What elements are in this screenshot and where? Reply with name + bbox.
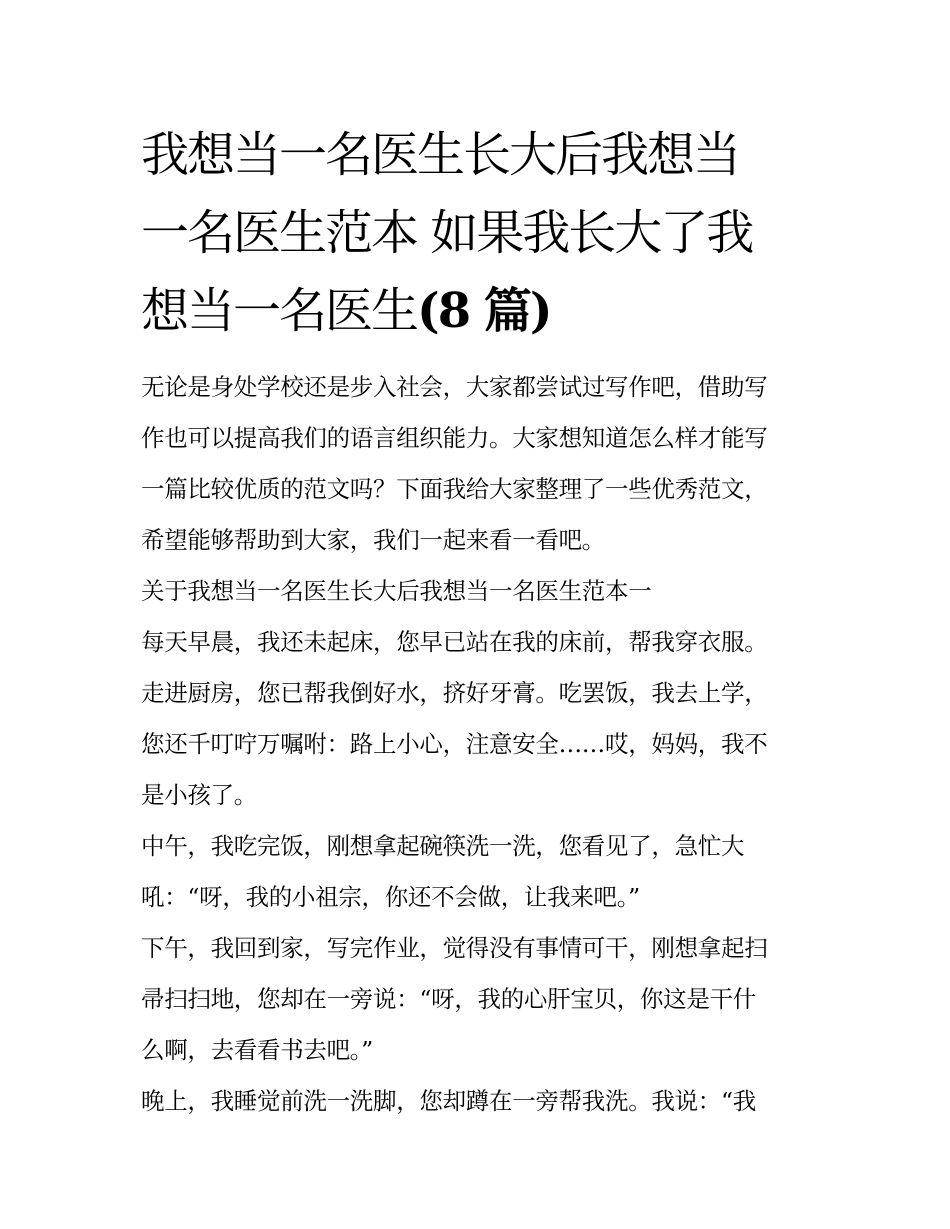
body-paragraph-noon: 中午，我吃完饭，刚想拿起碗筷洗一洗，您看见了，急忙大 吼：“呀，我的小祖宗，你还不会做，让我来吧。” bbox=[141, 832, 745, 911]
title-line-3: 想当一名医生 bbox=[141, 283, 418, 339]
body-paragraph-morning: 每天早晨，我还未起床，您早已站在我的床前，帮我穿衣服。 走进厨房，您已帮我倒好水，挤好牙膏。吃罢饭，我去上学， 您还千叮咛万嘱咐：路上小心，注意安全……哎，妈妈，我不 是小孩了。 bbox=[141, 628, 768, 809]
intro-paragraph: 无论是身处学校还是步入社会，大家都尝试过写作吧，借助写 作也可以提高我们的语言组织能力。大家想知道怎么样才能写 一篇比较优质的范文吗？下面我给大家整理了一些优秀范文， 希望能够帮助到大家，我们一起来看一看吧。 bbox=[141, 373, 768, 554]
document-body bbox=[141, 362, 813, 1127]
document-title bbox=[141, 116, 813, 350]
title-line-2: 一名医生范本 如果我长大了我 bbox=[141, 205, 753, 261]
body-paragraph-evening: 晚上，我睡觉前洗一洗脚，您却蹲在一旁帮我洗。我说：“我 bbox=[141, 1087, 756, 1115]
title-suffix: (8 篇) bbox=[417, 283, 551, 339]
section-heading: 关于我想当一名医生长大后我想当一名医生范本一 bbox=[141, 577, 652, 605]
body-paragraph-afternoon: 下午，我回到家，写完作业，觉得没有事情可干，刚想拿起扫 帚扫扫地，您却在一旁说：“呀，我的心肝宝贝，你这是干什 么啊，去看看书去吧。” bbox=[141, 934, 768, 1064]
document-content bbox=[141, 116, 813, 1127]
title-line-1: 我想当一名医生长大后我想当 bbox=[141, 127, 740, 183]
